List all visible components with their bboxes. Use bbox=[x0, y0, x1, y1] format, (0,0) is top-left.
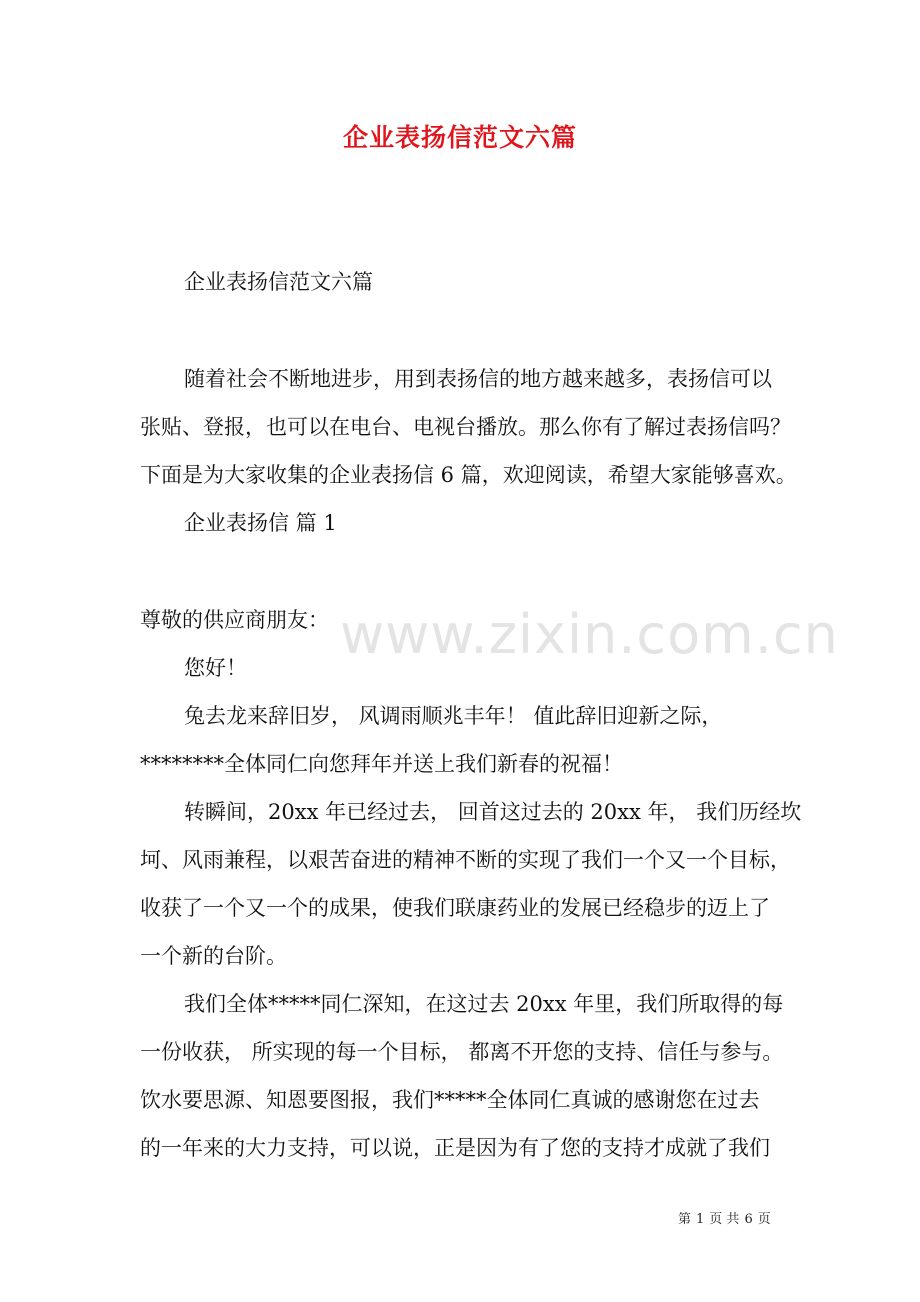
footer-total-pages: 6 bbox=[744, 1212, 753, 1227]
intro-line-1: 随着社会不断地进步，用到表扬信的地方越来越多，表扬信可以 bbox=[184, 367, 772, 391]
footer-suffix: 页 bbox=[757, 1212, 771, 1227]
salutation: 尊敬的供应商朋友： bbox=[140, 608, 329, 632]
p3-line-1: 我们全体*****同仁深知，在这过去 20xx 年里，我们所取得的每 bbox=[184, 992, 784, 1016]
p2-line-1: 转瞬间，20xx 年已经过去， 回首这过去的 20xx 年， 我们历经坎 bbox=[184, 800, 802, 824]
document-title: 企业表扬信范文六篇 bbox=[342, 123, 577, 152]
p1-line-2: ********全体同仁向您拜年并送上我们新春的祝福！ bbox=[140, 752, 623, 776]
p3-line-3: 饮水要思源、知恩要图报，我们*****全体同仁真诚的感谢您在过去 bbox=[140, 1088, 760, 1112]
watermark: www.zixin.com.cn bbox=[340, 603, 839, 666]
footer-mid: 页 共 bbox=[709, 1212, 740, 1227]
p3-line-4: 的一年来的大力支持，可以说，正是因为有了您的支持才成就了我们 bbox=[140, 1136, 770, 1160]
p3-line-2: 一份收获， 所实现的每一个目标， 都离不开您的支持、信任与参与。 bbox=[140, 1040, 784, 1064]
p2-line-4: 一个新的台阶。 bbox=[140, 944, 287, 968]
p2-line-2: 坷、风雨兼程，以艰苦奋进的精神不断的实现了我们一个又一个目标， bbox=[140, 848, 791, 872]
p1-line-1: 兔去龙来辞旧岁， 风调雨顺兆丰年！ 值此辞旧迎新之际， bbox=[184, 704, 723, 728]
section-heading: 企业表扬信 篇 1 bbox=[184, 511, 337, 535]
intro-line-2: 张贴、登报，也可以在电台、电视台播放。那么你有了解过表扬信吗？ bbox=[140, 415, 791, 439]
greeting: 您好！ bbox=[184, 656, 247, 680]
footer-current-page: 1 bbox=[696, 1212, 705, 1227]
p2-line-3: 收获了一个又一个的成果，使我们联康药业的发展已经稳步的迈上了 bbox=[140, 896, 770, 920]
document-subtitle: 企业表扬信范文六篇 bbox=[184, 270, 373, 294]
page-footer bbox=[678, 1208, 776, 1227]
footer-prefix: 第 bbox=[678, 1212, 692, 1227]
intro-line-3: 下面是为大家收集的企业表扬信 6 篇，欢迎阅读，希望大家能够喜欢。 bbox=[140, 463, 797, 487]
